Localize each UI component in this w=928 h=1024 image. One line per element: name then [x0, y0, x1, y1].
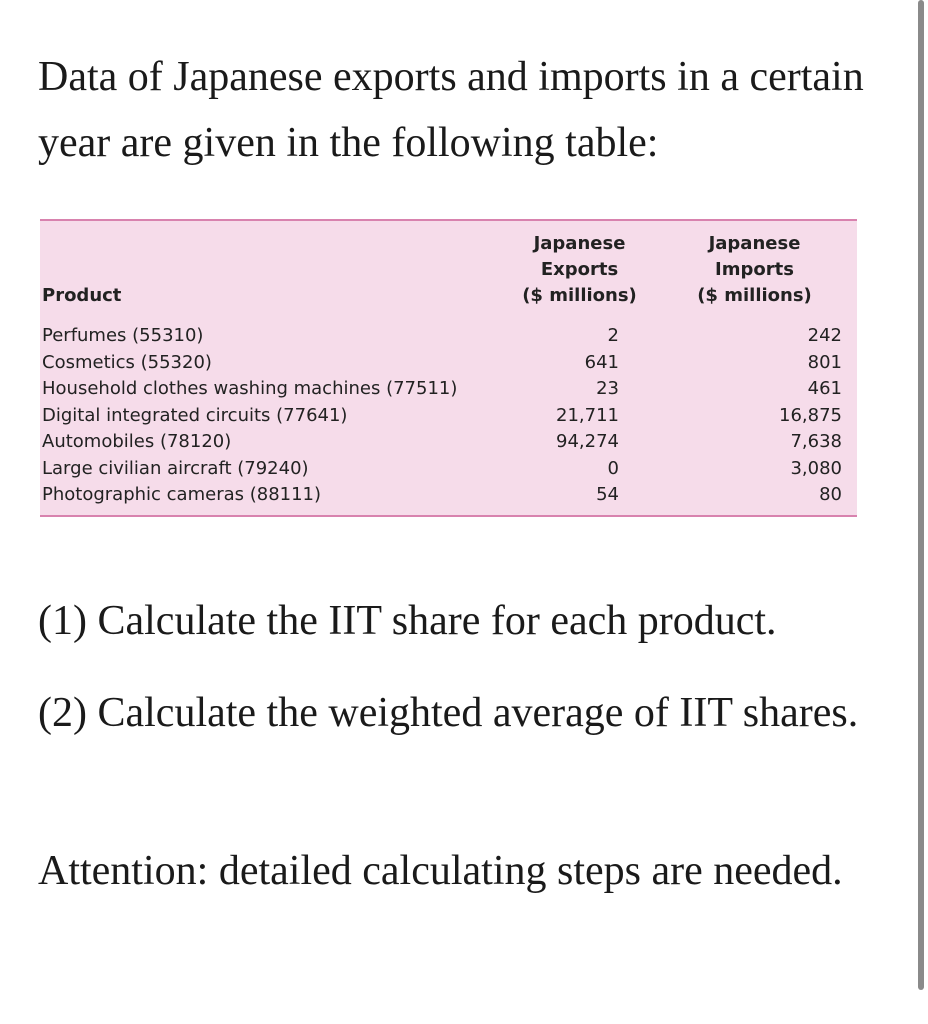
table-row — [42, 376, 842, 403]
header-exports-line3: ($ millions) — [522, 285, 637, 306]
table-row — [42, 350, 842, 377]
cell-imports: 461 — [807, 378, 842, 399]
header-exports-line2: Exports — [540, 259, 619, 280]
cell-exports: 21,711 — [556, 404, 619, 426]
trade-table — [42, 231, 842, 509]
cell-exports: 0 — [607, 457, 619, 479]
cell-imports: 7,638 — [790, 431, 842, 452]
table-row — [42, 403, 842, 430]
header-imports — [667, 231, 842, 323]
header-imports-line2: Imports — [715, 259, 794, 280]
cell-imports: 801 — [807, 351, 842, 373]
cell-product: Photographic cameras (88111) — [42, 484, 322, 505]
trade-table-container — [40, 219, 857, 517]
cell-exports: 54 — [596, 484, 619, 505]
question-2: (2) Calculate the weighted average of IIT shares. — [38, 690, 859, 736]
table-header-row — [42, 231, 842, 323]
cell-imports: 3,080 — [790, 457, 842, 479]
intro-text: Data of Japanese exports and imports in a certain year are given in the following table: — [38, 54, 864, 166]
cell-imports: 242 — [807, 325, 842, 346]
cell-product: Large civilian aircraft (79240) — [42, 457, 309, 479]
cell-exports: 23 — [596, 378, 619, 399]
header-imports-line3: ($ millions) — [697, 285, 812, 306]
table-row — [42, 456, 842, 483]
cell-product: Automobiles (78120) — [42, 431, 232, 452]
cell-exports: 2 — [607, 325, 619, 346]
cell-imports: 16,875 — [779, 404, 842, 426]
question-1: (1) Calculate the IIT share for each product. — [38, 598, 777, 644]
cell-product: Perfumes (55310) — [42, 325, 204, 346]
header-exports — [492, 231, 667, 323]
table-row — [42, 429, 842, 456]
cell-product: Household clothes washing machines (77511) — [42, 378, 458, 399]
cell-exports: 641 — [584, 351, 619, 373]
header-exports-line1: Japanese — [533, 233, 626, 254]
table-row — [42, 482, 842, 509]
attention-note: Attention: detailed calculating steps are needed. — [38, 848, 843, 894]
header-imports-line1: Japanese — [708, 233, 801, 254]
cell-exports: 94,274 — [556, 431, 619, 452]
cell-product: Digital integrated circuits (77641) — [42, 404, 348, 426]
table-row — [42, 323, 842, 350]
scrollbar[interactable] — [918, 0, 924, 990]
header-product: Product — [42, 285, 122, 306]
cell-product: Cosmetics (55320) — [42, 351, 212, 373]
cell-imports: 80 — [819, 484, 842, 505]
